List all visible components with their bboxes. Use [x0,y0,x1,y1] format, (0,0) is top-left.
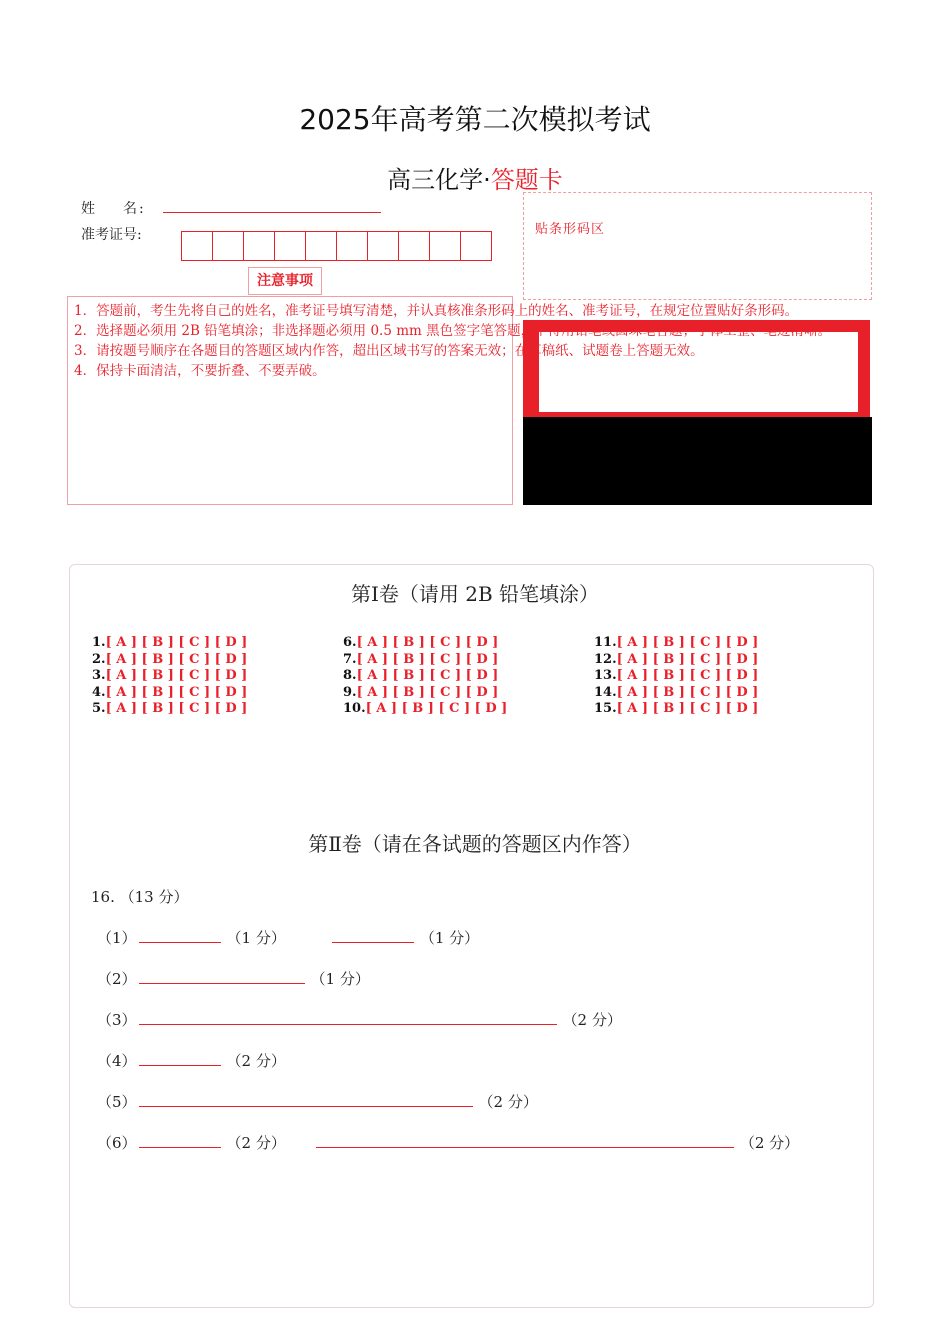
notice-item: 1．答题前，考生先将自己的姓名，准考证号填写清楚，并认真核准条形码上的姓名、准考证号，在规定位置贴好条形码。 [74,303,799,319]
mc-options[interactable]: [ A ] [ B ] [ C ] [ D ] [105,668,248,683]
mc-row[interactable] [343,685,507,702]
id-digit-box[interactable] [336,231,368,261]
mc-row[interactable] [594,668,758,685]
mc-row[interactable] [92,701,247,718]
id-digit-box[interactable] [274,231,306,261]
mc-options[interactable]: [ A ] [ B ] [ C ] [ D ] [616,651,759,667]
id-digit-box[interactable] [398,231,430,261]
answer-blank[interactable] [139,1010,557,1025]
mc-number: 9. [343,684,357,700]
mc-options[interactable]: [ A ] [ B ] [ C ] [ D ] [616,668,759,683]
row-label: （1） [97,929,137,947]
mc-row[interactable] [343,701,507,718]
section1-title: 第Ⅰ卷（请用 2B 铅笔填涂） [350,582,600,606]
mc-number: 4. [92,684,106,700]
mc-row[interactable] [92,668,247,685]
mc-row[interactable] [92,652,247,669]
mc-options[interactable]: [ A ] [ B ] [ C ] [ D ] [105,651,248,667]
answer-blank[interactable] [139,969,305,984]
mc-number: 7. [343,651,357,667]
card-title [0,160,950,195]
mc-options[interactable]: [ A ] [ B ] [ C ] [ D ] [365,701,508,716]
row-label: （6） [97,1134,137,1152]
mc-number: 3. [92,668,106,683]
black-redaction-block [523,417,872,505]
notice-item: 3．请按题号顺序在各题目的答题区域内作答，超出区域书写的答案无效；在草稿纸、试题卷上答题无效。 [74,343,704,359]
mc-number: 15. [594,701,617,716]
score-note: （2 分） [226,1052,286,1070]
name-label [81,198,146,218]
notice-list [74,301,944,381]
mc-options[interactable]: [ A ] [ B ] [ C ] [ D ] [616,635,759,650]
notice-item: 4．保持卡面清洁，不要折叠、不要弄破。 [74,363,326,379]
mc-number: 8. [343,668,357,683]
score-note: （1 分） [419,929,480,947]
id-digit-box[interactable] [460,231,492,261]
mc-options[interactable]: [ A ] [ B ] [ C ] [ D ] [105,684,248,700]
mc-number: 1. [92,635,106,650]
score-note: （1 分） [310,970,370,988]
mc-column-3 [594,635,758,718]
answer-row-3 [97,1009,622,1031]
id-number-boxes[interactable] [181,231,492,261]
mc-options[interactable]: [ A ] [ B ] [ C ] [ D ] [105,635,248,650]
notice-item: 2．选择题必须用 2B 铅笔填涂；非选择题必须用 0.5 mm 黑色签字笔答题，不得用铅笔或圆珠笔答题；字体工整、笔迹清晰。 [74,323,832,339]
answer-row-5 [97,1091,538,1113]
barcode-area [523,192,872,300]
answer-blank[interactable] [316,1133,734,1148]
mc-row[interactable] [343,668,507,685]
row-label: （4） [97,1052,137,1070]
mc-row[interactable] [594,701,758,718]
name-input-line[interactable] [163,212,381,213]
answer-blank[interactable] [139,928,221,943]
answer-blank[interactable] [139,1092,473,1107]
row-label: （5） [97,1093,137,1111]
row-label: （3） [97,1011,137,1029]
id-digit-box[interactable] [243,231,275,261]
notice-tag: 注意事项 [248,267,322,295]
mc-column-1 [92,635,247,718]
mc-number: 13. [594,668,617,683]
card-title-main: 高三化学· [387,166,491,194]
id-digit-box[interactable] [305,231,337,261]
score-note: （2 分） [739,1134,800,1152]
mc-options[interactable]: [ A ] [ B ] [ C ] [ D ] [356,684,499,700]
card-title-sub: 答题卡 [490,166,563,194]
mc-number: 5. [92,701,106,716]
mc-row[interactable] [343,635,507,652]
mc-row[interactable] [594,652,758,669]
mc-number: 2. [92,651,106,667]
mc-number: 12. [594,651,617,667]
answer-blank[interactable] [139,1051,221,1066]
mc-row[interactable] [594,635,758,652]
id-digit-box[interactable] [181,231,213,261]
answer-blank[interactable] [139,1133,221,1148]
mc-row[interactable] [594,685,758,702]
answer-blank[interactable] [332,928,414,943]
barcode-label: 贴条形码区 [535,222,606,237]
mc-number: 10. [343,701,366,716]
mc-row[interactable] [92,685,247,702]
mc-number: 11. [594,635,617,650]
mc-options[interactable]: [ A ] [ B ] [ C ] [ D ] [356,651,499,667]
name-label-a: 姓 [81,201,97,217]
mc-options[interactable]: [ A ] [ B ] [ C ] [ D ] [616,701,759,716]
name-label-b: 名: [123,201,146,217]
score-note: （2 分） [478,1093,538,1111]
mc-row[interactable] [92,635,247,652]
mc-number: 14. [594,684,617,700]
answer-row-6 [97,1132,799,1154]
mc-options[interactable]: [ A ] [ B ] [ C ] [ D ] [356,668,499,683]
mc-number: 6. [343,635,357,650]
question-16-heading: 16. （13 分） [91,888,189,906]
row-label: （2） [97,970,137,988]
mc-column-2 [343,635,507,718]
score-note: （2 分） [562,1011,622,1029]
mc-options[interactable]: [ A ] [ B ] [ C ] [ D ] [105,701,248,716]
exam-title: 2025年高考第二次模拟考试 [299,103,651,136]
id-label: 准考证号: [81,227,142,243]
answer-row-2 [97,968,370,990]
id-digit-box[interactable] [367,231,399,261]
id-digit-box[interactable] [212,231,244,261]
answer-row-4 [97,1050,286,1072]
mc-options[interactable]: [ A ] [ B ] [ C ] [ D ] [616,684,759,700]
section2-title: 第Ⅱ卷（请在各试题的答题区内作答） [308,832,642,856]
mc-options[interactable]: [ A ] [ B ] [ C ] [ D ] [356,635,499,650]
score-note: （2 分） [226,1134,286,1152]
mc-row[interactable] [343,652,507,669]
id-digit-box[interactable] [429,231,461,261]
score-note: （1 分） [226,929,286,947]
answer-row-1 [97,927,479,949]
